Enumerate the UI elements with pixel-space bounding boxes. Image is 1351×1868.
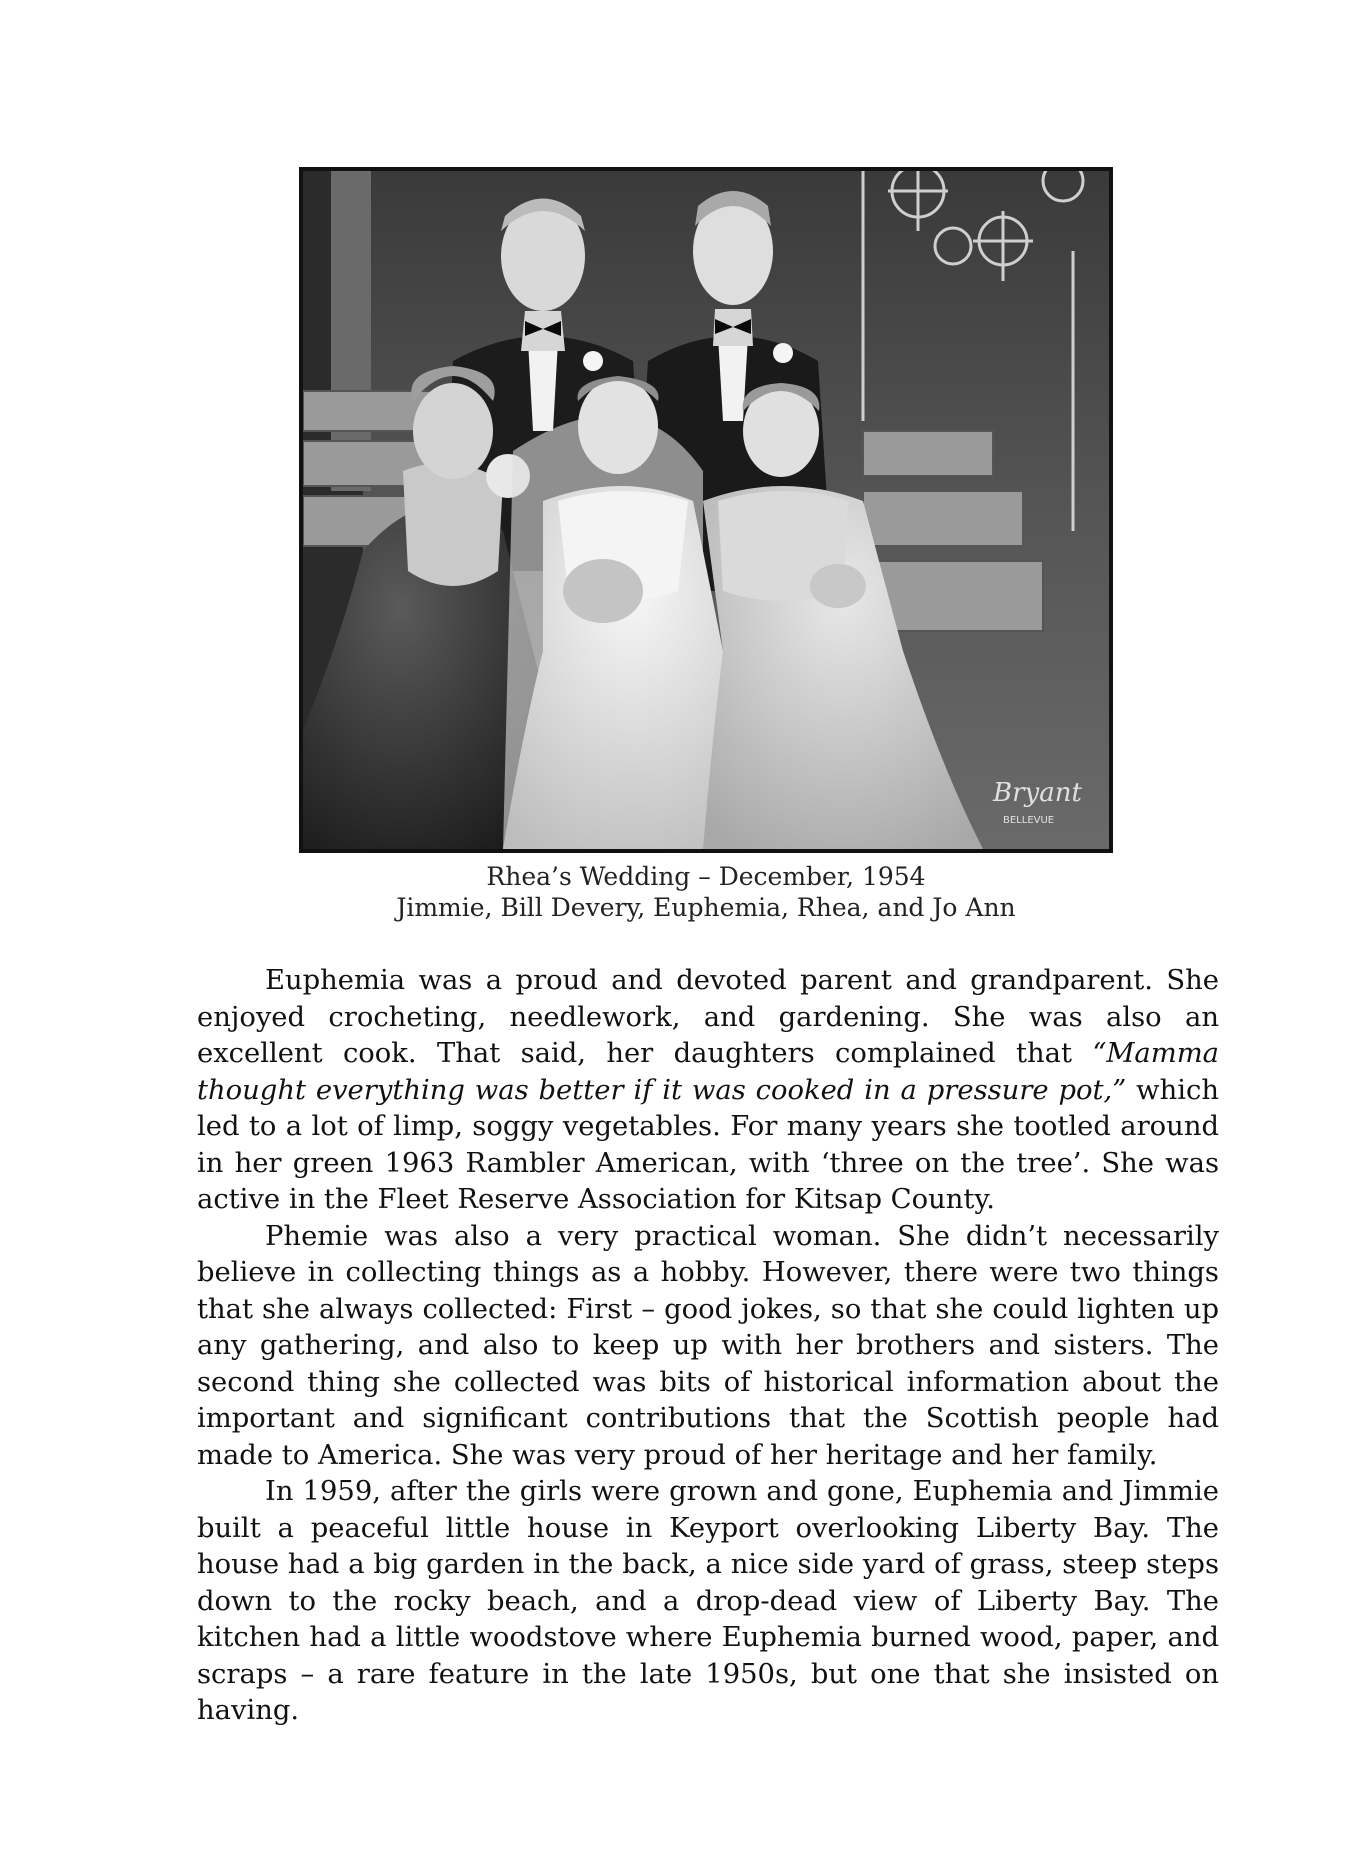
caption-title: Rhea’s Wedding – December, 1954 bbox=[486, 862, 926, 891]
paragraph-3: In 1959, after the girls were grown and gone, Euphemia and Jimmie built a peaceful little house in Keyport overlooking Liberty Bay. The house had a big garden in the back, a nice side yard of grass, steep steps down to the rocky beach, and a drop-dead view of Liberty Bay. The kitchen had a little woodstove where Euphemia burned wood, paper, and scraps – a rare feature in the late 1950s, but one that she insisted on having. bbox=[197, 1476, 1219, 1726]
caption-names: Jimmie, Bill Devery, Euphemia, Rhea, and Jo Ann bbox=[396, 893, 1016, 922]
paragraph-1-text-end: which led to a lot of limp, soggy vegetables. For many years she tootled around in her green 1963 Rambler American, with ‘three on the tree’. She was active in the Fleet Reserve Association for Kitsap County. bbox=[197, 1074, 1219, 1215]
wedding-photo bbox=[299, 167, 1113, 853]
photo-caption bbox=[299, 861, 1113, 923]
paragraph-1-quote: “Mamma thought everything was better if it was cooked in a pressure pot,” bbox=[197, 1038, 1219, 1106]
svg-text:Bryant: Bryant bbox=[993, 778, 1082, 808]
paragraph-1-text-start: Euphemia was a proud and devoted parent and grandparent. She enjoyed crocheting, needlework, and gardening. She was also an excellent cook. That said, her daughters complained that bbox=[197, 965, 1219, 1069]
paragraph-2: Phemie was also a very practical woman. She didn’t necessarily believe in collecting things as a hobby. However, there were two things that she always collected: First – good jokes, so that she could lighten up any gathering, and also to keep up with her brothers and sisters. The second thing she collected was bits of historical information about the important and significant contributions that the Scottish people had made to America. She was very proud of her heritage and her family. bbox=[197, 1220, 1219, 1471]
paragraph-1 bbox=[197, 963, 1219, 1219]
body-text bbox=[197, 963, 1219, 1730]
wedding-photo-illustration bbox=[303, 171, 1109, 849]
svg-text:BELLEVUE: BELLEVUE bbox=[1003, 815, 1055, 826]
